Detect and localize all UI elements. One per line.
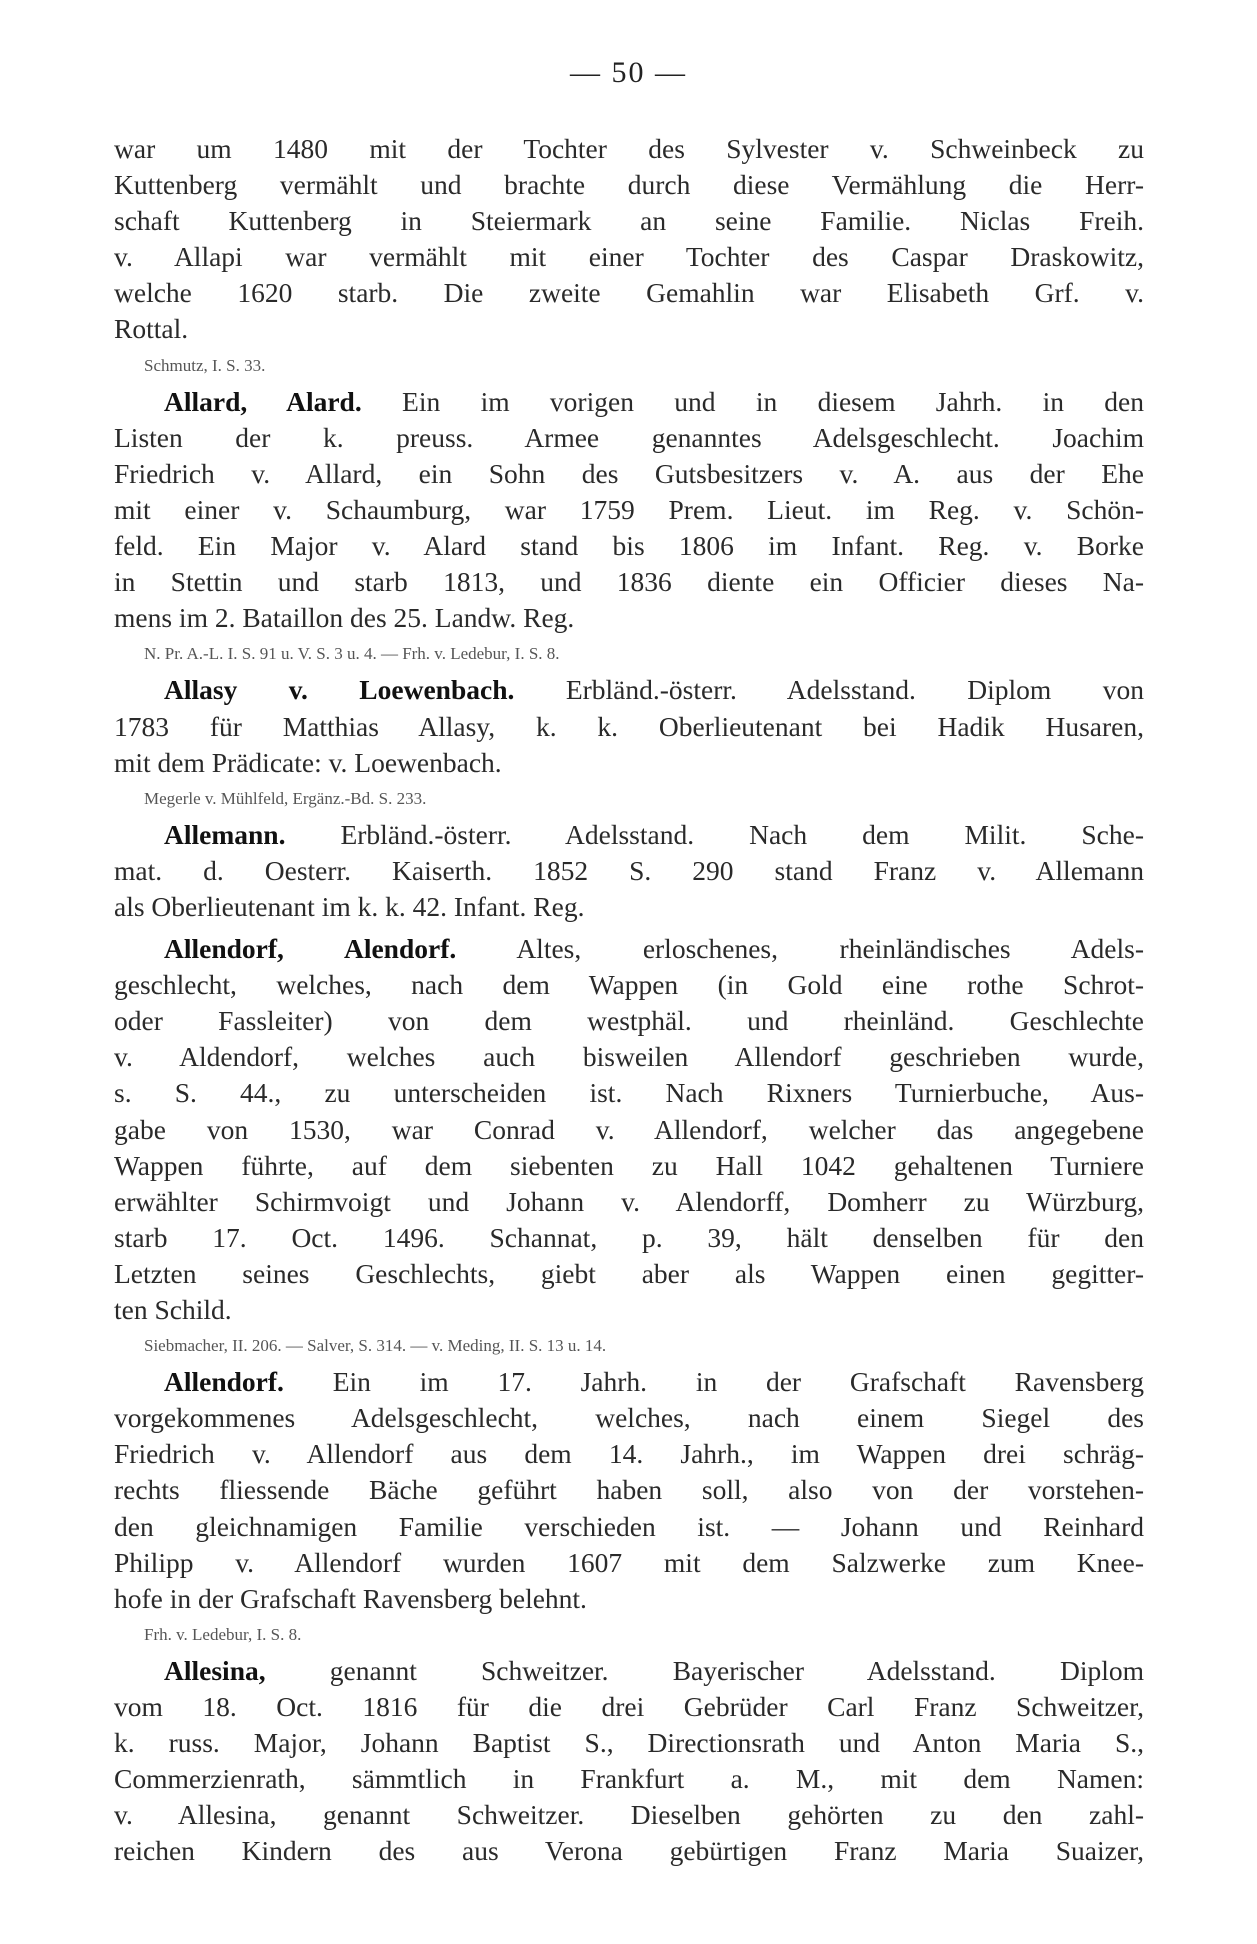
entry-heading: Allasy v. Loewenbach.	[164, 674, 515, 706]
entry	[114, 931, 1144, 1364]
entry	[114, 817, 1144, 925]
entry-text: Erbländ.-österr. Adelsstand. Diplom von	[514, 674, 1144, 706]
text-line: ten Schild.	[114, 1294, 232, 1325]
text-line: Kuttenberg vermählt und brachte durch diese Vermählung die Herr-	[114, 169, 1144, 201]
text-line: mit einer v. Schaumburg, war 1759 Prem. Lieut. im Reg. v. Schön-	[114, 493, 1144, 525]
text-line	[114, 384, 1144, 420]
entry	[114, 1653, 1144, 1870]
entry-heading: Allendorf, Alendorf.	[164, 933, 457, 965]
entry-heading: Allendorf.	[164, 1366, 284, 1398]
citation: Megerle v. Mühlfeld, Ergänz.-Bd. S. 233.	[144, 788, 427, 808]
citation: Schmutz, I. S. 33.	[144, 355, 266, 375]
text-line: oder Fassleiter) von dem westphäl. und rheinländ. Geschlechte	[114, 1005, 1144, 1037]
text-line: mit dem Prädicate: v. Loewenbach.	[114, 746, 502, 778]
text-line: vom 18. Oct. 1816 für die drei Gebrüder Carl Franz Schweitzer,	[114, 1691, 1144, 1723]
citation: N. Pr. A.-L. I. S. 91 u. V. S. 3 u. 4. — Frh. v. Ledebur, I. S. 8.	[144, 644, 560, 664]
text-line: hofe in der Grafschaft Ravensberg belehnt.	[114, 1582, 587, 1614]
entry	[114, 384, 1144, 673]
text-line: welche 1620 starb. Die zweite Gemahlin war Elisabeth Grf. v.	[114, 277, 1144, 309]
text-line	[114, 672, 1144, 708]
entry-text: Ein im vorigen und in diesem Jahrh. in den	[361, 385, 1144, 417]
text-line	[114, 1653, 1144, 1689]
text-line: Philipp v. Allendorf wurden 1607 mit dem Salzwerke zum Knee-	[114, 1546, 1144, 1578]
text-line: v. Allesina, genannt Schweitzer. Dieselben gehörten zu den zahl-	[114, 1799, 1144, 1831]
text-line: s. S. 44., zu unterscheiden ist. Nach Rixners Turnierbuche, Aus-	[114, 1077, 1144, 1109]
text-line: war um 1480 mit der Tochter des Sylvester v. Schweinbeck zu	[114, 133, 1144, 164]
text-line: Commerzienrath, sämmtlich in Frankfurt a. M., mit dem Namen:	[114, 1763, 1144, 1795]
text-line: mens im 2. Bataillon des 25. Landw. Reg.	[114, 602, 575, 634]
entry-text: Ein im 17. Jahrh. in der Grafschaft Ravensberg	[283, 1366, 1144, 1398]
entry	[114, 672, 1144, 816]
entry-text: Erbländ.-österr. Adelsstand. Nach dem Milit. Sche-	[285, 818, 1144, 850]
text-line: in Stettin und starb 1813, und 1836 diente ein Officier dieses Na-	[114, 566, 1144, 598]
document-body	[114, 131, 1144, 1870]
text-line: Wappen führte, auf dem siebenten zu Hall 1042 gehaltenen Turniere	[114, 1149, 1144, 1181]
text-line	[114, 1364, 1144, 1400]
text-line: k. russ. Major, Johann Baptist S., Directionsrath und Anton Maria S.,	[114, 1727, 1144, 1759]
text-line: Listen der k. preuss. Armee genanntes Adelsgeschlecht. Joachim	[114, 421, 1144, 453]
text-line: v. Allapi war vermählt mit einer Tochter des Caspar Draskowitz,	[114, 241, 1144, 273]
entry-text: genannt Schweitzer. Bayerischer Adelsstand. Diplom	[265, 1654, 1144, 1686]
citation: Siebmacher, II. 206. — Salver, S. 314. — v. Meding, II. S. 13 u. 14.	[144, 1336, 607, 1356]
entry	[114, 131, 1144, 384]
text-line: 1783 für Matthias Allasy, k. k. Oberlieutenant bei Hadik Husaren,	[114, 710, 1144, 742]
citation: Frh. v. Ledebur, I. S. 8.	[144, 1624, 302, 1644]
text-line: Friedrich v. Allard, ein Sohn des Gutsbesitzers v. A. aus der Ehe	[114, 457, 1144, 489]
entry-heading: Allesina,	[164, 1654, 266, 1686]
text-line: erwählter Schirmvoigt und Johann v. Alendorff, Domherr zu Würzburg,	[114, 1185, 1144, 1217]
text-line: mat. d. Oesterr. Kaiserth. 1852 S. 290 stand Franz v. Allemann	[114, 854, 1144, 886]
text-line: Friedrich v. Allendorf aus dem 14. Jahrh., im Wappen drei schräg-	[114, 1438, 1144, 1470]
text-line: den gleichnamigen Familie verschieden ist. — Johann und Reinhard	[114, 1510, 1144, 1542]
text-line: rechts fliessende Bäche geführt haben soll, also von der vorstehen-	[114, 1474, 1144, 1506]
text-line: Letzten seines Geschlechts, giebt aber als Wappen einen gegitter-	[114, 1257, 1144, 1289]
entry	[114, 1364, 1144, 1653]
text-line: als Oberlieutenant im k. k. 42. Infant. Reg.	[114, 890, 585, 922]
text-line: vorgekommenes Adelsgeschlecht, welches, nach einem Siegel des	[114, 1402, 1144, 1434]
text-line: reichen Kindern des aus Verona gebürtigen Franz Maria Suaizer,	[114, 1835, 1144, 1867]
text-line: starb 17. Oct. 1496. Schannat, p. 39, hält denselben für den	[114, 1221, 1144, 1253]
text-line: feld. Ein Major v. Alard stand bis 1806 im Infant. Reg. v. Borke	[114, 530, 1144, 562]
text-line: gabe von 1530, war Conrad v. Allendorf, welcher das angegebene	[114, 1113, 1144, 1145]
page-number: — 50 —	[570, 56, 687, 89]
text-line	[114, 931, 1144, 967]
entry-heading: Allemann.	[164, 818, 286, 850]
text-line	[114, 817, 1144, 853]
text-line: schaft Kuttenberg in Steiermark an seine Familie. Niclas Freih.	[114, 205, 1144, 237]
text-line: v. Aldendorf, welches auch bisweilen Allendorf geschrieben wurde,	[114, 1041, 1144, 1073]
text-line: geschlecht, welches, nach dem Wappen (in Gold eine rothe Schrot-	[114, 969, 1144, 1001]
entry-heading: Allard, Alard.	[164, 385, 362, 417]
entry-text: Altes, erloschenes, rheinländisches Adels-	[456, 933, 1144, 965]
text-line: Rottal.	[114, 313, 189, 345]
